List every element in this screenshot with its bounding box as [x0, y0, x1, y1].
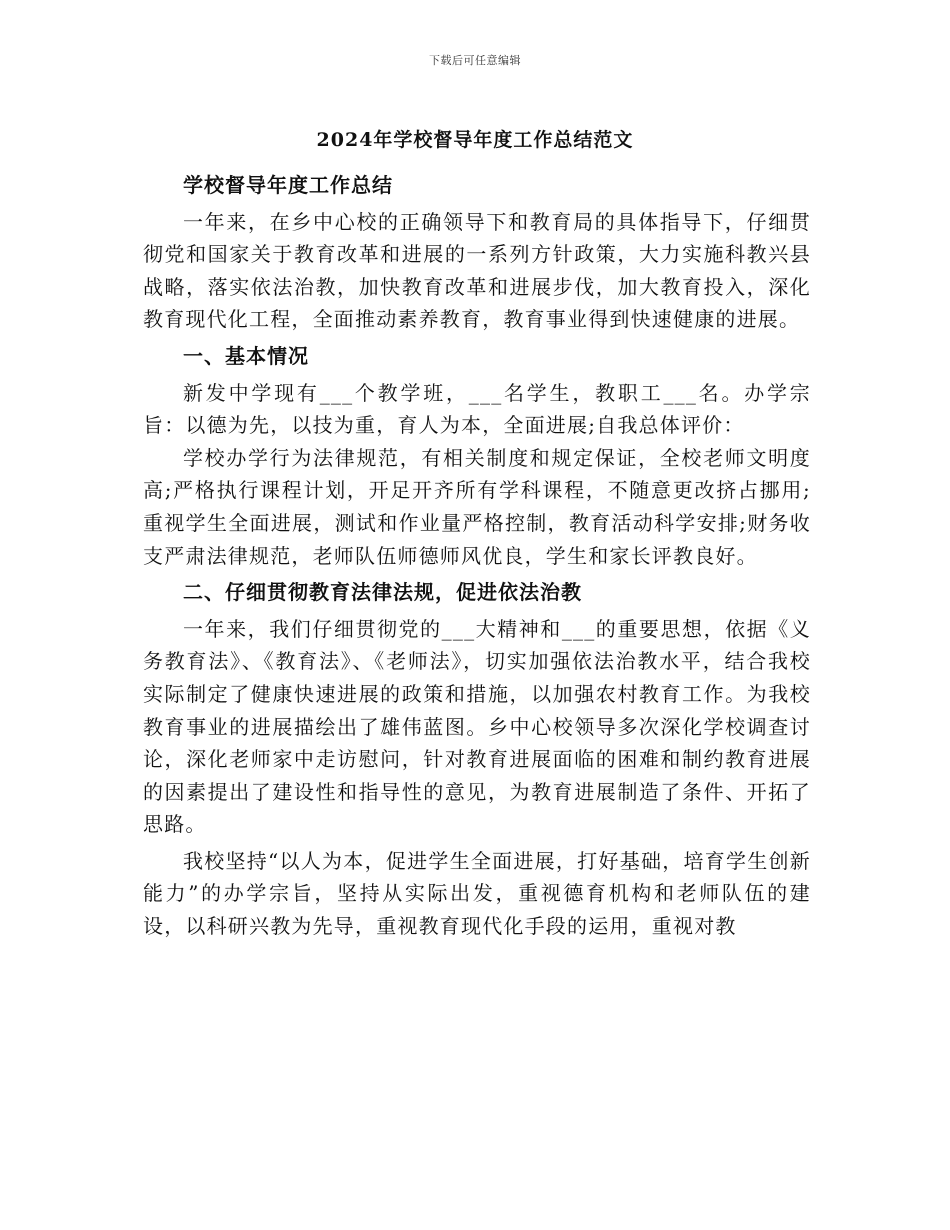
paragraph: 学校办学行为法律规范，有相关制度和规定保证，全校老师文明度高;严格执行课程计划，开足开齐所有学科课程，不随意更改挤占挪用;重视学生全面进展，测试和作业量严格控制，教育活动科学安排;财务收支严肃法律规范，老师队伍师德师风优良，学生和家长评教良好。 [143, 445, 811, 568]
paragraph: 一年来，在乡中心校的正确领导下和教育局的具体指导下，仔细贯彻党和国家关于教育改革和进展的一系列方针政策，大力实施科教兴县战略，落实依法治教，加快教育改革和进展步伐，加大教育投入，深化教育现代化工程，全面推动素养教育，教育事业得到快速健康的进展。 [143, 209, 811, 332]
section-heading: 二、仔细贯彻教育法律法规，促进依法治教 [183, 580, 582, 605]
paragraph: 一年来，我们仔细贯彻党的___大精神和___的重要思想，依据《义务教育法》、《教育法》、《老师法》，切实加强依法治教水平，结合我校实际制定了健康快速进展的政策和措施，以加强农村教育工作。为我校教育事业的进展描绘出了雄伟蓝图。乡中心校领导多次深化学校调查讨论，深化老师家中走访慰问，针对教育进展面临的困难和制约教育进展的因素提出了建设性和指导性的意见，为教育进展制造了条件、开拓了思路。 [143, 616, 811, 837]
document-body [143, 165, 811, 943]
paragraph: 新发中学现有___个教学班，___名学生，教职工___名。办学宗旨：以德为先，以技为重，育人为本，全面进展;自我总体评价： [143, 380, 811, 438]
header-note: 下载后可任意编辑 [429, 54, 521, 67]
document-title: 2024年学校督导年度工作总结范文 [316, 129, 634, 151]
section-heading: 一、基本情况 [183, 343, 309, 368]
section-heading: 学校督导年度工作总结 [183, 173, 393, 197]
paragraph: 我校坚持“以人为本，促进学生全面进展，打好基础，培育学生创新能力”的办学宗旨，坚持从实际出发，重视德育机构和老师队伍的建设，以科研兴教为先导，重视教育现代化手段的运用，重视对教 [143, 848, 811, 939]
